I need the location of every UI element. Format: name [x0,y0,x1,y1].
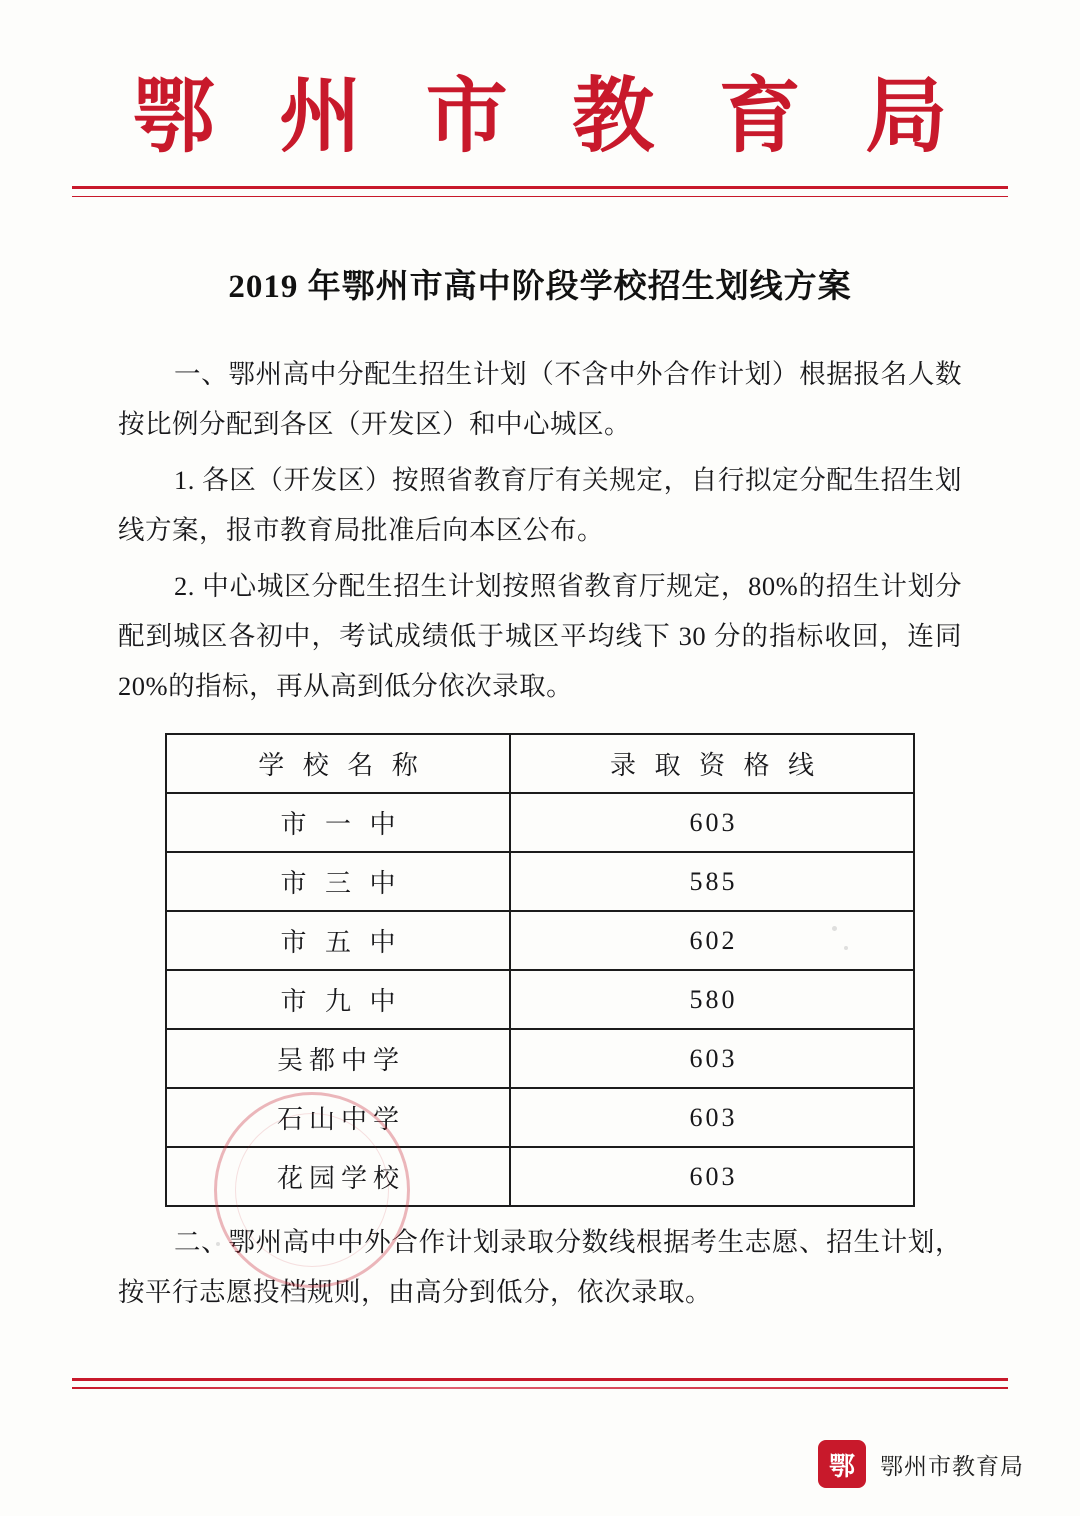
cell-school: 花园学校 [166,1147,510,1206]
header-divider-thick [72,186,1008,189]
header-divider [72,186,1008,202]
brand-logo-icon: 鄂 [818,1440,866,1488]
cell-school: 市 三 中 [166,852,510,911]
table-row [166,911,914,970]
cell-score: 602 [510,911,914,970]
brand-name-label: 鄂州市教育局 [880,1453,1024,1479]
table-row [166,852,914,911]
cell-score: 580 [510,970,914,1029]
cell-score: 603 [510,1147,914,1206]
document-body [0,260,1080,1317]
table-header-row [166,734,914,793]
header-divider-thin [72,196,1008,197]
footer-divider [72,1378,1008,1392]
table-row [166,793,914,852]
cell-school: 市 一 中 [166,793,510,852]
paragraph-2: 1. 各区（开发区）按照省教育厅有关规定，自行拟定分配生招生划线方案，报市教育局批准后向本区公布。 [118,465,962,546]
admission-score-table [165,733,915,1207]
cell-score: 603 [510,793,914,852]
paragraph-3: 2. 中心城区分配生招生计划按照省教育厅规定，80%的招生计划分配到城区各初中，考试成绩低于城区平均线下 30 分的指标收回，连同 20%的指标，再从高到低分依次录取。 [118,571,962,702]
cell-school: 市 九 中 [166,970,510,1029]
table-row [166,1029,914,1088]
paragraph-4: 二、鄂州高中中外合作计划录取分数线根据考生志愿、招生计划，按平行志愿投档规则，由高分到低分，依次录取。 [118,1227,962,1308]
cell-school: 吴都中学 [166,1029,510,1088]
cell-school: 石山中学 [166,1088,510,1147]
cell-score: 603 [510,1029,914,1088]
cell-score: 585 [510,852,914,911]
footer-brand[interactable] [818,1440,1024,1488]
column-header-score: 录 取 资 格 线 [510,734,914,793]
issuing-organization: 鄂 州 市 教 育 局 [132,71,970,162]
table-row [166,1088,914,1147]
cell-school: 市 五 中 [166,911,510,970]
cell-score: 603 [510,1088,914,1147]
table-row [166,970,914,1029]
letterhead [0,0,1080,160]
footer-divider-thick [72,1378,1008,1381]
table-row [166,1147,914,1206]
column-header-school: 学 校 名 称 [166,734,510,793]
document-title: 2019 年鄂州市高中阶段学校招生划线方案 [228,269,852,306]
footer-divider-thin [72,1387,1008,1389]
paragraph-1: 一、鄂州高中分配生招生计划（不含中外合作计划）根据报名人数按比例分配到各区（开发区）和中心城区。 [118,359,962,440]
